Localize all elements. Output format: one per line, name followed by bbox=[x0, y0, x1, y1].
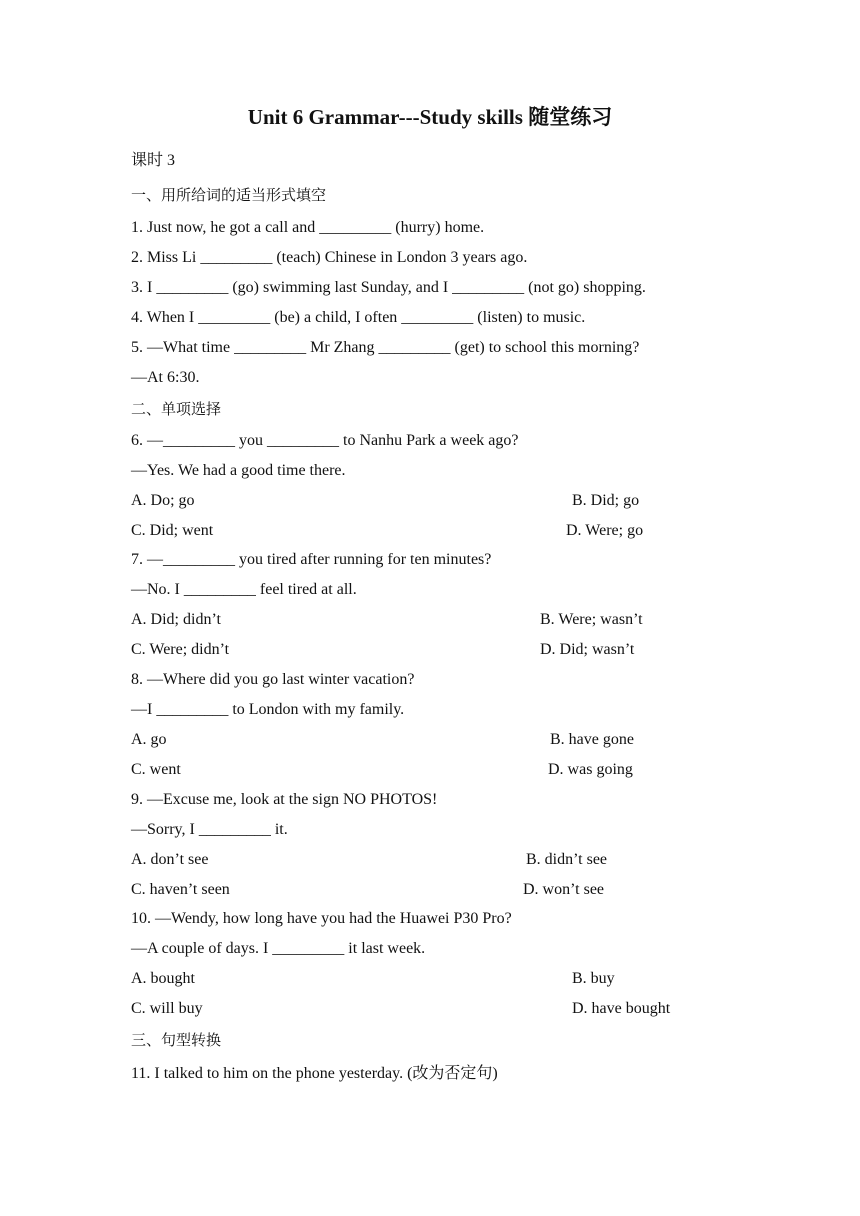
question-7-reply: —No. I _________ feel tired at all. bbox=[131, 581, 357, 598]
question-10-option-d: D. have bought bbox=[572, 1000, 671, 1017]
question-10-reply: —A couple of days. I _________ it last week. bbox=[131, 940, 426, 957]
question-9-option-c: C. haven’t seen bbox=[131, 881, 230, 898]
question-10-option-b: B. buy bbox=[572, 970, 615, 987]
question-2: 2. Miss Li _________ (teach) Chinese in London 3 years ago. bbox=[131, 249, 528, 266]
question-7-option-c: C. Were; didn’t bbox=[131, 641, 230, 658]
question-6: 6. —_________ you _________ to Nanhu Park a week ago? bbox=[131, 432, 519, 449]
question-10-option-a: A. bought bbox=[131, 970, 195, 987]
question-10: 10. —Wendy, how long have you had the Huawei P30 Pro? bbox=[131, 910, 512, 927]
question-11: 11. I talked to him on the phone yesterday. (改为否定句) bbox=[131, 1065, 498, 1082]
question-1: 1. Just now, he got a call and _________ (hurry) home. bbox=[131, 219, 485, 236]
question-9-option-b: B. didn’t see bbox=[526, 851, 608, 868]
question-6-option-a: A. Do; go bbox=[131, 492, 195, 509]
section-heading-sentence-transformation: 三、句型转换 bbox=[131, 1031, 222, 1049]
question-8-option-d: D. was going bbox=[548, 761, 633, 778]
section-heading-multiple-choice: 二、单项选择 bbox=[131, 400, 222, 418]
question-9-option-a: A. don’t see bbox=[131, 851, 209, 868]
question-8-option-a: A. go bbox=[131, 731, 167, 748]
section-heading-fill-in: 一、用所给词的适当形式填空 bbox=[131, 186, 327, 204]
question-8-reply: —I _________ to London with my family. bbox=[131, 701, 405, 718]
lesson-label: 课时 3 bbox=[131, 152, 176, 169]
page-title: Unit 6 Grammar---Study skills 随堂练习 bbox=[247, 105, 613, 129]
question-7: 7. —_________ you tired after running for ten minutes? bbox=[131, 551, 492, 568]
question-5: 5. —What time _________ Mr Zhang _________ (get) to school this morning? bbox=[131, 339, 640, 356]
question-6-option-b: B. Did; go bbox=[572, 492, 640, 509]
question-6-reply: —Yes. We had a good time there. bbox=[131, 462, 346, 479]
question-6-option-c: C. Did; went bbox=[131, 522, 214, 539]
question-10-option-c: C. will buy bbox=[131, 1000, 203, 1017]
question-7-option-a: A. Did; didn’t bbox=[131, 611, 221, 628]
question-7-option-b: B. Were; wasn’t bbox=[540, 611, 643, 628]
question-6-option-d: D. Were; go bbox=[566, 522, 644, 539]
question-7-option-d: D. Did; wasn’t bbox=[540, 641, 635, 658]
question-9-reply: —Sorry, I _________ it. bbox=[131, 821, 288, 838]
question-4: 4. When I _________ (be) a child, I often _________ (listen) to music. bbox=[131, 309, 586, 326]
question-3: 3. I _________ (go) swimming last Sunday, and I _________ (not go) shopping. bbox=[131, 279, 646, 296]
question-9: 9. —Excuse me, look at the sign NO PHOTOS! bbox=[131, 791, 438, 808]
question-8-option-c: C. went bbox=[131, 761, 181, 778]
question-9-option-d: D. won’t see bbox=[523, 881, 605, 898]
question-8-option-b: B. have gone bbox=[550, 731, 634, 748]
question-8: 8. —Where did you go last winter vacation? bbox=[131, 671, 415, 688]
question-5-answer: —At 6:30. bbox=[131, 369, 200, 386]
